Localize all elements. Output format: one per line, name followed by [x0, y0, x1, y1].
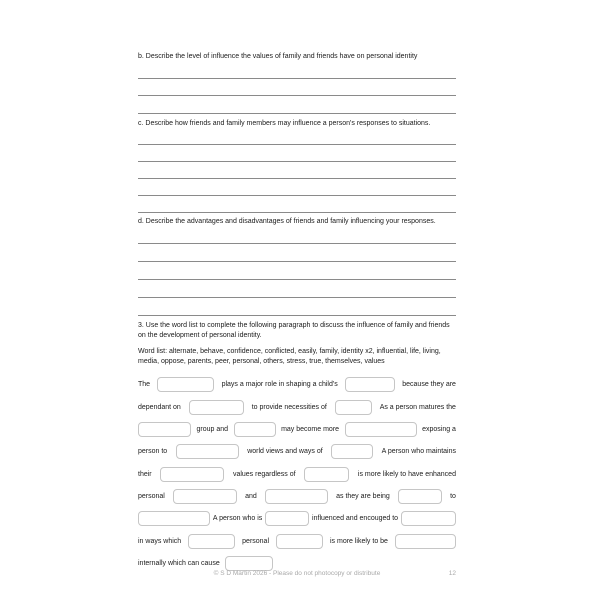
paragraph-text: person to [138, 448, 168, 456]
paragraph-row [138, 396, 456, 418]
fill-in-blank[interactable] [331, 444, 373, 459]
fill-in-blank[interactable] [189, 400, 244, 415]
answer-line [138, 96, 456, 114]
paragraph-text: values regardless of [232, 470, 296, 478]
paragraph-row [138, 373, 456, 395]
fill-in-blank[interactable] [304, 467, 349, 482]
paragraph-text: world views and ways of [247, 448, 323, 456]
question-c-section [138, 119, 456, 214]
fill-in-blank[interactable] [173, 489, 237, 504]
paragraph-text: is more likely to have enhanced [357, 470, 456, 478]
question-d-answer-lines [138, 226, 456, 316]
paragraph-text: to provide necessities of [251, 403, 327, 411]
fill-in-blank[interactable] [345, 422, 417, 437]
paragraph-row [138, 441, 456, 463]
fill-in-blank[interactable] [188, 534, 235, 549]
paragraph-row [138, 463, 456, 485]
fill-in-paragraph [138, 373, 456, 575]
paragraph-text: is more likely to be [329, 537, 388, 545]
paragraph-text: A person who is [212, 515, 263, 523]
paragraph-text: and [245, 493, 257, 501]
answer-line [138, 162, 456, 179]
fill-in-blank[interactable] [234, 422, 276, 437]
fill-in-blank[interactable] [265, 489, 328, 504]
paragraph-text: may become more [281, 425, 340, 433]
paragraph-text: in ways which [138, 537, 182, 545]
fill-in-blank[interactable] [176, 444, 239, 459]
answer-line [138, 145, 456, 162]
paragraph-text: dependant on [138, 403, 181, 411]
paragraph-text: personal [138, 493, 165, 501]
fill-in-blank[interactable] [395, 534, 456, 549]
fill-in-blank[interactable] [225, 556, 273, 571]
task3-instruction: 3. Use the word list to complete the following paragraph to discuss the influence of family and friends on the development of personal identity. [138, 322, 450, 339]
fill-in-blank[interactable] [157, 377, 214, 392]
answer-line [138, 262, 456, 280]
answer-line [138, 128, 456, 145]
answer-line [138, 244, 456, 262]
question-b-section [138, 52, 456, 114]
fill-in-blank[interactable] [138, 422, 191, 437]
answer-line [138, 298, 456, 316]
paragraph-text: as they are being [336, 493, 390, 501]
fill-in-blank[interactable] [265, 511, 309, 526]
page-content [138, 52, 456, 575]
paragraph-row [138, 508, 456, 530]
fill-in-blank[interactable] [335, 400, 372, 415]
paragraph-text: The [138, 381, 151, 389]
answer-line [138, 196, 456, 213]
paragraph-text: As a person matures the [379, 403, 456, 411]
fill-in-blank[interactable] [345, 377, 395, 392]
paragraph-text: personal [242, 537, 270, 545]
question-b-answer-lines [138, 61, 456, 114]
paragraph-text: to [450, 493, 456, 501]
question-c-answer-lines [138, 128, 456, 214]
fill-in-blank[interactable] [160, 467, 224, 482]
word-list: Word list: alternate, behave, confidence, conflicted, easily, family, identity x2, influential, life, living, media, oppose, parents, peer, personal, others, stress, true, themselves, values [138, 348, 441, 365]
paragraph-row [138, 485, 456, 507]
paragraph-text: influenced and encouged to [312, 515, 399, 523]
fill-in-blank[interactable] [276, 534, 323, 549]
paragraph-text: plays a major role in shaping a child's [221, 381, 338, 389]
page-footer [138, 570, 456, 577]
answer-line [138, 61, 456, 79]
page-number: 12 [448, 570, 456, 577]
paragraph-text: A person who maintains [381, 448, 456, 456]
paragraph-text: internally which can cause [138, 560, 220, 568]
paragraph-text: group and [196, 425, 229, 433]
fill-in-blank[interactable] [138, 511, 210, 526]
question-d-section [138, 217, 456, 316]
paragraph-row [138, 418, 456, 440]
question-c-label: c. Describe how friends and family members may influence a person's responses to situations. [138, 119, 431, 127]
copyright-text: © S D Martin 2026 - Please do not photocopy or distribute [213, 570, 381, 577]
answer-line [138, 79, 456, 97]
answer-line [138, 179, 456, 196]
paragraph-row [138, 530, 456, 552]
paragraph-text: because they are [402, 381, 456, 389]
answer-line [138, 226, 456, 244]
paragraph-text: exposing a [422, 425, 456, 433]
question-d-label: d. Describe the advantages and disadvantages of friends and family influencing your responses. [138, 218, 436, 226]
fill-in-blank[interactable] [401, 511, 456, 526]
fill-in-blank[interactable] [398, 489, 442, 504]
paragraph-text: their [138, 470, 152, 478]
answer-line [138, 280, 456, 298]
question-b-label: b. Describe the level of influence the values of family and friends have on personal identity [138, 53, 418, 60]
